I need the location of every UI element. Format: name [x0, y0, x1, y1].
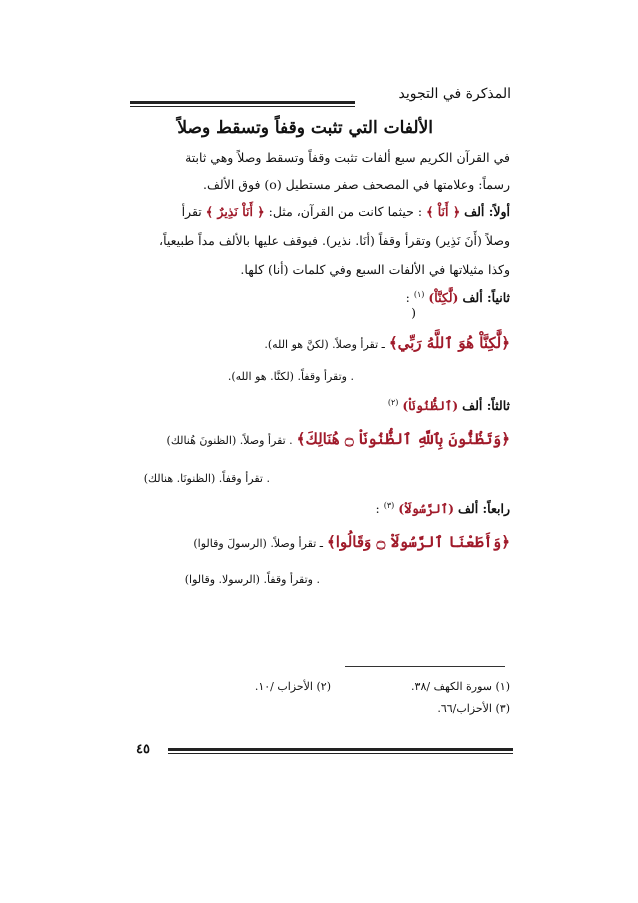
second-wasl: ـ تقرأ وصلاً. (لكنَّ هو الله). — [264, 338, 385, 351]
fourth-colon: : — [375, 501, 380, 517]
first-tail: تقرأ — [181, 204, 202, 219]
first-text: : حيثما كانت من القرآن، مثل: — [268, 204, 423, 219]
fourth-verse-line — [193, 533, 510, 551]
fourth-waqf: . وتقرأ وقفاً. (الرسولا. وقالوا) — [184, 573, 320, 586]
first-line-3: وكذا مثيلاتها في الألفات السبع وفي كلمات (أنا) كلها. — [240, 262, 510, 277]
third-verse-line — [167, 430, 510, 448]
second-colon: : — [405, 290, 410, 306]
footer-rule-thin — [168, 753, 513, 754]
footnote-ref-2: (٢) — [387, 398, 399, 407]
second-paren: ) — [411, 305, 416, 320]
second-verse: ﴿لَّٰكِنَّاْ هُوَ ٱللَّهُ رَبِّي﴾ — [388, 334, 510, 352]
footnote-ref-3: (٣) — [383, 501, 395, 510]
third-rule-line — [388, 398, 510, 413]
second-word: (لَّٰكِنَّاْ) — [428, 290, 459, 306]
first-heading: أولاً: ألف — [464, 204, 510, 219]
second-rule-line — [406, 290, 510, 305]
fourth-wasl: ـ تقرأ وصلاً. (الرسولَ وقالوا) — [193, 537, 324, 550]
header-rule-thin — [130, 106, 355, 107]
third-waqf: . تقرأ وقفاً. (الظنونَا. هنالك) — [143, 472, 270, 485]
header-rule-thick — [130, 101, 355, 104]
page-number: ٤٥ — [136, 742, 150, 757]
footnote-separator — [345, 666, 505, 667]
fourth-heading: رابعاً: ألف — [457, 501, 510, 517]
third-wasl: . تقرأ وصلاً. (الظنونَ هُنالك) — [166, 434, 293, 447]
footnote-3: (٣) الأحزاب/٦٦. — [437, 702, 510, 715]
fourth-rule-line — [375, 501, 510, 516]
fourth-verse: ﴿وَأَطَعْنَا ٱلرَّسُولَاْ ۝ وَقَالُوا﴾ — [327, 533, 510, 551]
footnote-ref-1: (١) — [413, 290, 425, 299]
intro-line-1: في القرآن الكريم سبع ألفات تثبت وقفاً وتسقط وصلاً وهي ثابتة — [185, 150, 510, 165]
footer-rule-thick — [168, 748, 513, 751]
first-word: ﴿ أَنَاْ ﴾ — [426, 204, 461, 219]
first-rule-line — [182, 204, 510, 219]
page-title: الألفات التي تثبت وقفاً وتسقط وصلاً — [177, 118, 433, 138]
third-verse: ﴿وَتَظُنُّونَ بِٱللَّهِ ٱلظُّنُونَاْ ۝ هُنَالِكَ﴾ — [296, 430, 510, 448]
second-verse-line — [264, 334, 510, 352]
third-word: (ٱلظُّنُونَاْ) — [402, 398, 459, 414]
footnote-1: (١) سورة الكهف /٣٨. — [411, 680, 510, 693]
first-example: ﴿ أَنَاْ نَذِيرٌ ﴾ — [205, 204, 265, 219]
footnote-2: (٢) الأحزاب /١٠. — [254, 680, 331, 693]
intro-line-2: رسماً: وعلامتها في المصحف صفر مستطيل (o) فوق الألف. — [203, 177, 510, 192]
first-line-2: وصلاً (أَنَ نَذِير) وتقرأ وقفاً (أنَا. نذير). فيوقف عليها بالألف مداً طبيعياً، — [159, 233, 510, 248]
running-title: المذكرة في التجويد — [398, 86, 511, 102]
fourth-word: (ٱلرَّسُولَاْ) — [398, 501, 454, 517]
second-waqf: . وتقرأ وقفاً. (لكنَّا. هو الله). — [227, 370, 354, 383]
third-heading: ثالثاً: ألف — [462, 398, 510, 414]
second-heading: ثانياً: ألف — [462, 290, 510, 306]
